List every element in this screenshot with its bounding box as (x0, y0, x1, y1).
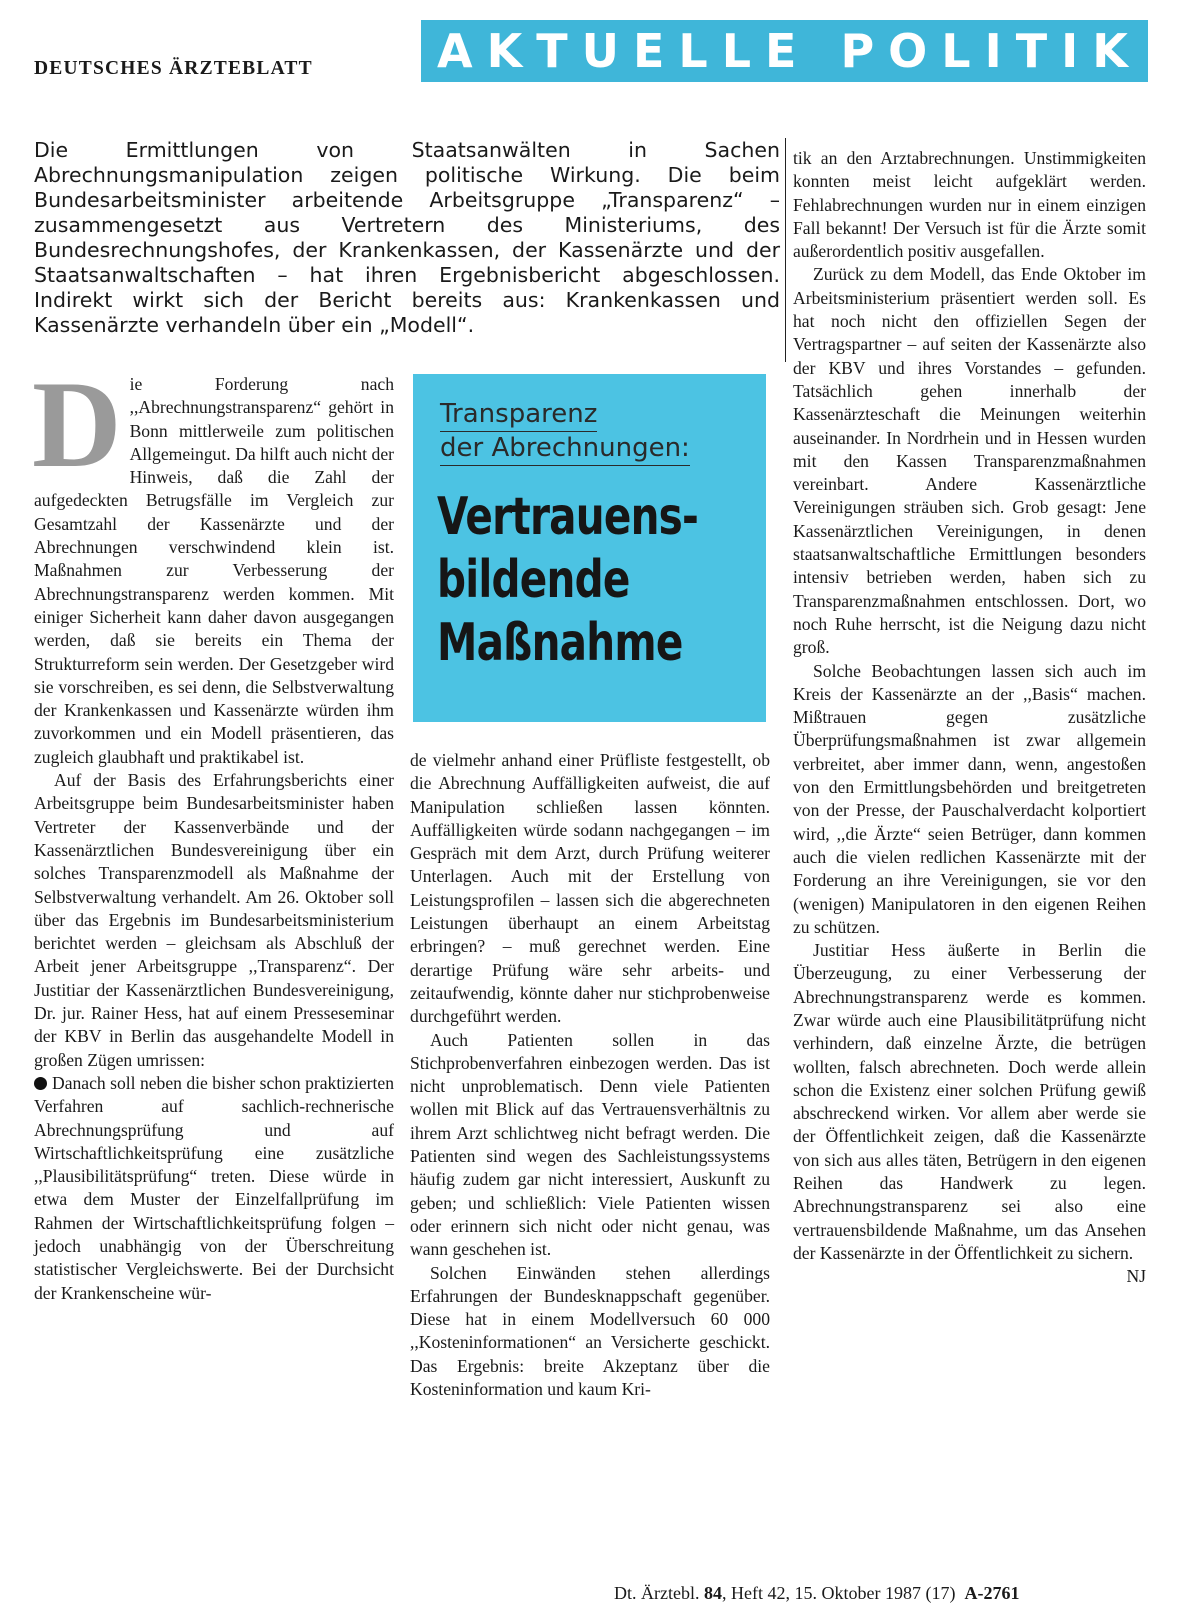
paragraph-3-text: Danach soll neben die bisher schon praktizierten Verfahren auf sachlich-rechnerische Abrechnungsprüfung und auf Wirtschaftlichkeitsprüfung eine zusätzliche ,,Plausibilitätsprüfung“ treten. Diese würde in etwa dem Muster der Einzelfallprüfung im Rahmen der Wirtschaftlichkeitsprüfung folgen – jedoch unabhängig von der Überschreitung statistischer Vergleichswerte. Bei der Durchsicht der Krankenscheine wür- (34, 1072, 394, 1303)
headline-line-2: bildende (437, 550, 630, 610)
paragraph-2: Auf der Basis des Erfahrungsberichts einer Arbeitsgruppe beim Bundesarbeitsminister haben Vertreter der Kassenverbände und der Kassenärztlichen Bundesvereinigung über ein solches Transparenzmodell als Maßnahme der Selbstverwaltung verhandelt. Am 26. Oktober soll über das Ergebnis im Bundesarbeitsministerium berichtet werden – gleichsam als Abschluß der Arbeit jener Arbeitsgruppe ,,Transparenz“. Der Justitiar der Kassenärztlichen Bundesvereinigung, Dr. jur. Rainer Hess, hat auf einem Presseseminar der KBV in Berlin das ausgehandelte Modell in großen Zügen umrissen: (34, 770, 394, 1070)
bullet-icon (34, 1077, 47, 1090)
paragraph-4: de vielmehr anhand einer Prüfliste festgestellt, ob die Abrechnung Auffälligkeiten aufweist, die auf Manipulation schließen lassen könnten. Auffälligkeiten würde sodann nachgegangen – im Gespräch mit dem Arzt, durch Prüfung weiterer Unterlagen. Auch mit der Erstellung von Leistungsprofilen – lassen sich die abgerechneten Leistungen überhaupt an einem Arbeitstag erbringen? – muß gerechnet werden. Eine derartige Prüfung wäre sehr arbeits- und zeitaufwendig, könnte daher nur stichprobenweise durchgeführt werden. (410, 750, 770, 1027)
page-number: A-2761 (964, 1583, 1020, 1603)
column-3 (793, 147, 1146, 1289)
paragraph-6: Solchen Einwänden stehen allerdings Erfahrungen der Bundesknappschaft gegenüber. Diese hat in einem Modellversuch 60 000 ,,Kosteninformationen“ an Versicherte geschickt. Das Ergebnis: breite Akzeptanz über die Kosteninformation und kaum Kri- (410, 1262, 770, 1400)
publication-name: DEUTSCHES ÄRZTEBLATT (34, 58, 313, 79)
column-1 (32, 356, 394, 1305)
headline-line-1: Vertrauens- (437, 487, 699, 547)
page-footer (614, 1583, 1019, 1604)
paragraph-8: Zurück zu dem Modell, das Ende Oktober im Arbeitsministerium präsentiert werden soll. Es hat noch nicht den offiziellen Segen der Vertragspartner – auf seiten der Kassenärzte also der KBV und ihres Vorstandes – gefunden. Tatsächlich gehen innerhalb der Kassenärzteschaft die Meinungen weiterhin auseinander. In Nordrhein und in Hessen wurden mit den Kassen Transparenzmaßnahmen vereinbart. Andere Kassenärztliche Vereinigungen sträuben sich. Grob gesagt: Jene Kassenärztlichen Vereinigungen, in denen staatsanwaltschaftliche Ermittlungen besonders intensiv betrieben werden, haben sich zu Transparenzmaßnahmen entschlossen. Dort, wo noch Ruhe herrscht, ist die Neigung dazu nicht groß. (793, 264, 1146, 658)
teaser-kicker (440, 398, 760, 466)
paragraph-10 (793, 939, 1146, 1287)
opening-paragraph (32, 356, 394, 769)
bullet-paragraph (34, 1072, 394, 1305)
paragraph-10-text: Justitiar Hess äußerte in Berlin die Überzeugung, zu einer Verbesserung der Abrechnungstransparenz werde es kommen. Zwar würde auch eine Plausibilitätprüfung nicht verhindern, daß einzelne Ärzte, die betrügen wollten, falsch abrechneten. Doch werde allein schon die Existenz einer solchen Prüfung gewiß abschreckend wirken. Vor allem aber werde sie der Öffentlichkeit zeigen, daß die Kassenärzte von sich aus alles täten, Betrügern in den eigenen Reihen das Handwerk zu legen. Abrechnungstransparenz sei also eine vertrauensbildende Maßnahme, um das Ansehen der Kassenärzte in der Öffentlichkeit zu sichern. (793, 940, 1146, 1263)
column-2 (410, 749, 770, 1401)
column-divider (785, 138, 786, 362)
paragraph-9: Solche Beobachtungen lassen sich auch im Kreis der Kassenärzte an der ,,Basis“ machen. Mißtrauen gegen zusätzliche Überprüfungsmaßnahmen ist zwar allgemein verbreitet, aber immer dann, wenn, angestoßen von den Ermittlungsbehörden und breitgetreten von der Presse, der Pauschalverdacht kolportiert wird, ,,die Ärzte“ seien Betrüger, dann kommen auch die vielen redlichen Kassenärzte mit der Forderung an ihre Vereinigungen, sie vor den (wenigen) Manipulatoren in den eigenen Reihen zu schützen. (793, 660, 1146, 937)
headline-line-3: Maßnahme (437, 613, 683, 673)
section-title: AKTUELLE POLITIK (437, 24, 1142, 78)
paragraph-1-text: ie Forderung nach ,,Abrechnungstransparenz“ gehört in Bonn mittlerweile zum politischen Allgemeingut. Da hilft auch nicht der Hinweis, daß die Zahl der aufgedeckten Betrugsfälle im Vergleich zur Gesamtzahl der Kassenärzte und der Abrechnungen verschwindend klein ist. Maßnahmen zur Verbesserung der Abrechnungstransparenz werden kommen. Mit einiger Sicherheit kann daher davon ausgegangen werden, daß sie bereits ein Thema der Strukturreform sein werden. Der Gesetzgeber wird sie vorschreiben, es sei denn, die Selbstverwaltung der Krankenkassen und Kassenärzte würden ihm zuvorkommen und ein Modell präsentieren, das zugleich glaubhaft und praktikabel ist. (34, 374, 394, 767)
kicker-line-1: Transparenz (440, 398, 597, 432)
issue-date: , Heft 42, 15. Oktober 1987 (17) (721, 1583, 956, 1603)
lead-paragraph: Die Ermittlungen von Staatsanwälten in Sachen Abrechnungsmanipulation zeigen politische Wirkung. Die beim Bundesarbeitsminister arbeitende Arbeitsgruppe „Transparenz“ – zusammengesetzt aus Vertretern des Ministeriums, des Bundesrechnungshofes, der Krankenkassen, der Kassenärzte und der Staatsanwaltschaften – hat ihren Ergebnisbericht abgeschlossen. Indirekt wirkt sich der Bericht bereits aus: Krankenkassen und Kassenärzte verhandeln über ein „Modell“. (34, 138, 780, 337)
teaser-headline (437, 486, 699, 675)
paragraph-5: Auch Patienten sollen in das Stichprobenverfahren einbezogen werden. Das ist nicht unproblematisch. Denn viele Patienten wollen mit Blick auf das Vertrauensverhältnis zu ihrem Arzt schlichtweg nicht befragt werden. Die Patienten sind wegen des Sachleistungssystems häufig zudem gar nicht interessiert, Auskunft zu geben; und schließlich: Viele Patienten wissen oder erinnern sich nicht oder nicht genau, was wann geschehen ist. (410, 1029, 770, 1260)
journal-volume: 84 (703, 1583, 722, 1603)
journal-name: Dt. Ärztebl. (614, 1583, 700, 1603)
kicker-line-2: der Abrechnungen: (440, 432, 690, 466)
drop-cap: D (32, 356, 122, 493)
author-signoff: NJ (1126, 1266, 1146, 1287)
paragraph-7: tik an den Arztabrechnungen. Unstimmigkeiten konnten meist leicht aufgeklärt werden. Fehlabrechnungen wurden nur in einem einzigen Fall bekannt! Der Versuch ist für die Ärzte somit außerordentlich positiv ausgefallen. (793, 148, 1146, 262)
